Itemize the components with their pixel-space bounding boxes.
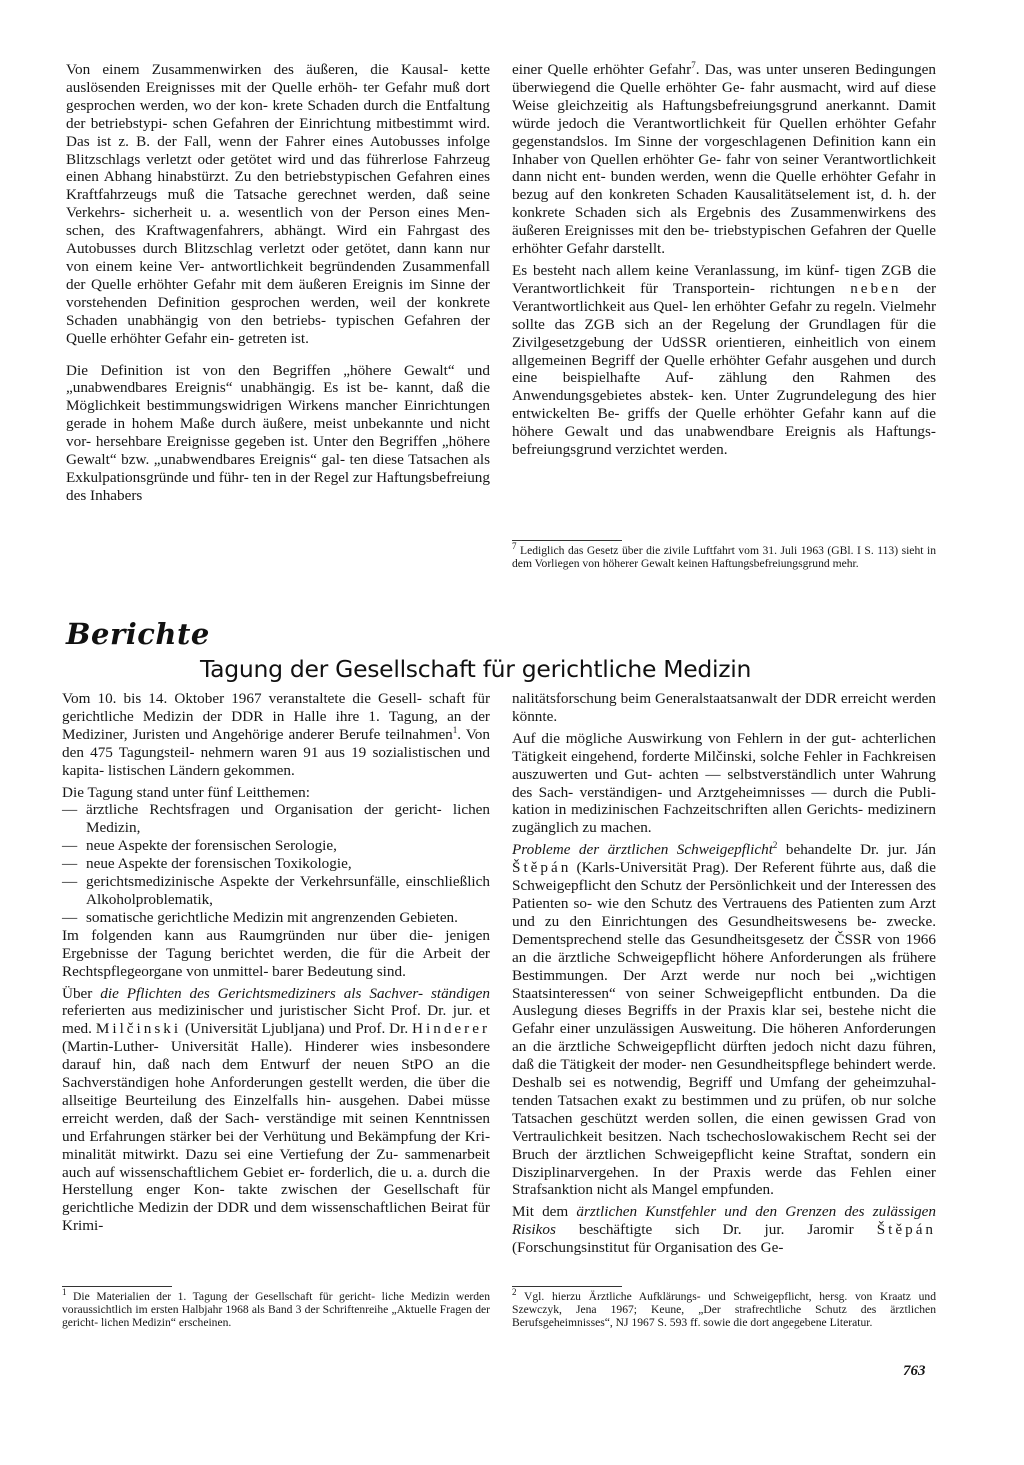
paragraph: einer Quelle erhöhter Gefahr$^7$. Das, was unter unseren Bedingungen überwiegend die Quelle erhöhter Ge- fahr ausmacht, wird auf diese Weise gleichzeitig als Haftungsbefreiungsgrund anerkannt. Damit würde jedoch die Verantwortlichkeit für Quellen erhöhter Gefahr gegenstandslos. Im Sinne der vorgeschlagenen Definition kann ein Inhaber von Quellen erhöhter Ge- fahr von seiner Verantwortlichkeit dann nicht ent- bunden werden, wenn die Quelle erhöhter Gefahr in bezug auf den konkreten Schaden Kausalitätselement ist, d. h. der konkrete Schaden sich als Ergebnis des Zusammenwirkens des äußeren Ereignisses mit den be- triebstypischen Gefahren der Quelle erhöhter Gefahr darstellt. xyxy=(512,59,937,258)
paragraph: Die Definition ist von den Begriffen „höhere Gewalt“ und „unabwendbares Ereignis“ unabhängig. Es ist be- kannt, daß die Möglichkeit bestimmungswidrigen Wirkens mancher Einrichtungen gerade in hohem Maße durch äußere, meist unbekannte und nicht vor- hersehbare Ereignisse gegeben ist. Unter den Begriffen „höhere Gewalt“ bzw. „unabwendbares Ereignis“ gal- ten diese Tatsachen als Exkulpationsgründe und führ- ten in der Regel zur Haftungsbefreiung des Inhabers xyxy=(66,361,490,504)
paragraph: Im folgenden kann aus Raumgründen nur über die- jenigen Ergebnisse der Tagung berichtet werden, die für die Arbeit der Rechtspflegeorgane von unmittel- barer Bedeutung sind. xyxy=(62,926,490,980)
section-heading-berichte: Berichte xyxy=(66,617,210,651)
paragraph: Über die Pflichten des Gerichtsmediziners als Sachver- ständigen referierten aus medizinischer und juristischer Sicht Prof. Dr. jur. et med. Milčinski (Universität Ljubljana) und Prof. Dr. Hinderer (Martin-Luther- Universität Halle). Hinderer wies insbesondere darauf hin, daß nach dem Entwurf der neuen StPO an die Sachverständigen hohe Anforderungen gestellt werden, die über die allseitige Beurteilung des Einzelfalls hin- ausgehen. Dabei müsse erreicht werden, daß der Sach- verständige mit seinen Kenntnissen und Erfahrungen stärker bei der Verhütung und Bekämpfung der Kri- minalität mitwirkt. Dazu sei eine Vertiefung der Zu- sammenarbeit auch auf wissenschaftlichem Gebiet er- forderlich, die u. a. durch die Herstellung enger Kon- takte zwischen der Gesellschaft für gerichtliche Medizin der DDR und dem wissenschaftlichen Beirat für Krimi- xyxy=(62,984,491,1235)
emphasis-italic: ärztlichen Kunstfehler und den Grenzen des zulässigen Risikos xyxy=(512,1203,936,1239)
paragraph: Es besteht nach allem keine Veranlassung, im künf- tigen ZGB die Verantwortlichkeit für Transportein- richtungen neben der Verantwortlichkeit aus Quel- len erhöhter Gefahr zu regeln. Vielmehr sollte das ZGB sich an der Regelung der Grundlagen für die Zivilgesetzgebung der UdSSR orientieren, einheitlich von einem allgemeinen Begriff der Quelle erhöhter Gefahr ausgehen und durch eine beispielhafte Auf- zählung den Rahmen des Anwendungsgebietes abstek- ken. Unter Zugrundelegung des hier entwickelten Be- griffs der Quelle erhöhter Gefahr kann auf die höhere Gewalt und das unabwendbare Ereignis als Haftungs- befreiungsgrund verzichtet werden. xyxy=(512,261,937,459)
list-item: — somatische gerichtliche Medizin mit angrenzenden Gebieten. xyxy=(62,908,458,926)
paragraph: nalitätsforschung beim Generalstaatsanwalt der DDR erreicht werden könnte. xyxy=(512,690,936,725)
list-item: — neue Aspekte der forensischen Toxikologie, xyxy=(62,855,352,873)
person-name: Hinderer xyxy=(412,1020,491,1038)
emphasis-italic: die Pflichten des Gerichtsmediziners als Sachver- ständigen xyxy=(100,984,491,1002)
footnote-ref: 1 xyxy=(452,724,458,735)
upper-left-column xyxy=(66,61,490,505)
paragraph: Die Tagung stand unter fünf Leitthemen: xyxy=(62,783,310,801)
paragraph: Mit dem ärztlichen Kunstfehler und den Grenzen des zulässigen Risikos beschäftigte sich Dr. jur. Jaromir Štěpán (Forschungsinstitut für Organisation des Ge- xyxy=(512,1203,937,1257)
lower-right-column xyxy=(512,690,936,1257)
paragraph: Auf die mögliche Auswirkung von Fehlern in der gut- achterlichen Tätigkeit eingehend, forderte Milčinski, solche Fehler in Fachkreisen auszuwerten und Gut- achten — selbstverständlich unter Wahrung des Sach- verständigen- und Arztgeheimnisses — durch die Publi- kation in medizinischen Fachzeitschriften allen Gerichts- medizinern zugänglich zu machen. xyxy=(512,729,936,837)
list-item: — ärztliche Rechtsfragen und Organisation der gericht- lichen Medizin, xyxy=(62,801,490,837)
footnote-7: $^7$ Lediglich das Gesetz über die zivile Luftfahrt vom 31. Juli 1963 (GBl. I S. 113) sieht in dem Vorliegen von höherer Gewalt keinen Haftungsbefreiungsgrund mehr. xyxy=(512,541,936,571)
list-item: — neue Aspekte der forensischen Serologie, xyxy=(62,837,337,855)
person-name: Milčinski xyxy=(95,1020,182,1038)
footnote-rule xyxy=(512,540,622,541)
paragraph: Probleme der ärztlichen Schweigepflicht$^2$ behandelte Dr. jur. Ján Štěpán (Karls-Universität Prag). Der Referent führte aus, daß die Schweigepflicht den Schutz der Persönlichkeit und der Interessen des Patienten so- wie den Schutz des Vertrauens des Patienten zum Arzt und zu den Einrichtungen des Gesundheitswesens be- zwecke. Dementsprechend stelle das Gesundheitsgesetz der ČSSR von 1966 an die ärztliche Schweigepflicht höhere Anforderungen als frühere Bestimmungen. Der Arzt werde nur noch bei „wichtigen Staatsinteressen“ von seiner Schweigepflicht entbunden. Da die Auslegung dieses Begriffs in der Praxis klar sei, bestehe nicht die Gefahr einer unzulässigen Ausweitung. Die höheren Anforderungen an die ärztliche Schweigepflicht dürften jedoch nicht dazu führen, daß die Tätigkeit der moder- nen Gesundheitspflege behindert werde. Deshalb sei es notwendig, Begriff und Umfang der geheimzuhal- tenden Tatsachen exakt zu bestimmen und zu prüfen, ob nur solche Tatsachen geschützt werden sollen, die einen gewissen Grad von Vertraulichkeit besitzen. Nach tschechoslowakischem Recht sei der Bruch der ärztlichen Schweigepflicht keine Straftat, sondern ein Disziplinarvergehen. In der Praxis werde das Fehlen einer Strafsanktion nicht als Mangel empfunden. xyxy=(512,840,936,1199)
person-name: Štěpán xyxy=(876,1221,937,1239)
upper-right-column xyxy=(512,61,936,459)
footnote-1: $^1$ Die Materialien der 1. Tagung der Gesellschaft für gericht- liche Medizin werden voraussichtlich im ersten Halbjahr 1968 als Band 3 der Schriftenreihe „Aktuelle Fragen der gericht- lichen Medizin“ erscheinen. xyxy=(62,1287,490,1330)
emphasis-spaced: neben xyxy=(850,279,902,297)
article-title: Tagung der Gesellschaft für gerichtliche Medizin xyxy=(200,655,752,683)
footnote-ref: 7 xyxy=(691,59,696,70)
footnote-2: $^2$ Vgl. hierzu Ärztliche Aufklärungs- und Schweigepflicht, hersg. von Kraatz und Szewczyk, Jena 1967; Keune, „Der strafrechtliche Schutz des ärztlichen Berufsgeheimnisses“, NJ 1967 S. 593 ff. sowie die dort angegebene Literatur. xyxy=(512,1287,936,1330)
emphasis-italic: Probleme der ärztlichen Schweigepflicht xyxy=(512,841,773,859)
lower-left-column xyxy=(62,690,490,1235)
footnote-rule xyxy=(512,1286,622,1287)
page-number: 763 xyxy=(903,1363,926,1379)
footnote-ref: 2 xyxy=(772,840,778,851)
paragraph: Vom 10. bis 14. Oktober 1967 veranstaltete die Gesell- schaft für gerichtliche Medizin der DDR in Halle ihre 1. Tagung, an der Mediziner, Juristen und Angehörige anderer Berufe teilnahmen$^1$. Von den 475 Tagungsteil- nehmern waren 91 aus 19 sozialistischen und kapita- listischen Ländern gekommen. xyxy=(62,690,490,779)
paragraph: Von einem Zusammenwirken des äußeren, die Kausal- kette auslösenden Ereignisses mit der Quelle erhöh- ter Gefahr muß dort gesprochen werden, wo der kon- krete Schaden durch die Entfaltung der betriebstypi- schen Gefahren der Einrichtung mitbestimmt wird. Das ist z. B. der Fall, wenn der Fahrer eines Autobusses infolge Blitzschlags verletzt oder getötet wird und das führerlose Fahrzeug einen Abhang hinabstürzt. Zu den betriebstypischen Gefahren eines Kraftfahrzeugs muß die Tatsache gerechnet werden, daß seine Verkehrs- sicherheit u. a. wesentlich von der Person eines Men- schen, des Kraftwagenfahrers, abhängt. Wird ein Fahrgast des Autobusses durch Blitzschlag verletzt oder getötet, dann kann nur von einem keine Ver- antwortlichkeit begründenden Zusammenfall der Quelle erhöhter Gefahr mit dem äußeren Ereignis im Sinne der vorstehenden Definition gesprochen werden, weil der konkrete Schaden unabhängig von den betriebs- typischen Gefahren der Quelle erhöhter Gefahr ein- getreten ist. xyxy=(66,61,490,347)
list-item: — gerichtsmedizinische Aspekte der Verkehrsunfälle, einschließlich Alkoholproblematik, xyxy=(62,873,490,908)
person-name: Štěpán xyxy=(512,859,572,877)
footnote-rule xyxy=(62,1286,172,1287)
